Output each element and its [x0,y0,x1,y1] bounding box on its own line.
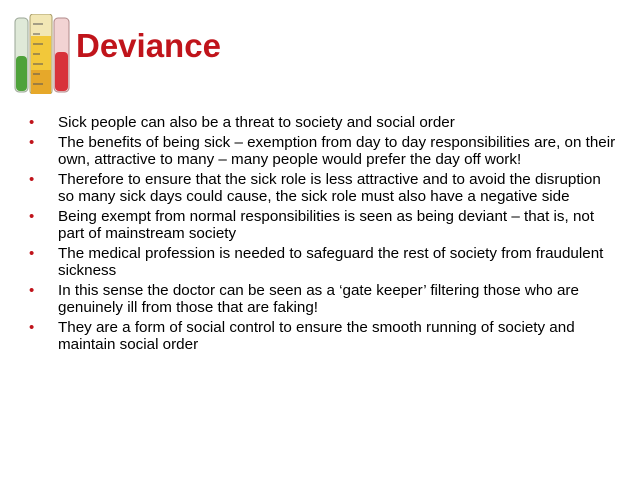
bullet-text: Sick people can also be a threat to society and social order [58,114,455,131]
bullet-text: Therefore to ensure that the sick role is less attractive and to avoid the disruption so many sick days could cause, the sick role must also have a negative side [58,171,601,205]
bullet-marker: • [29,282,35,299]
bullet-item [28,245,618,279]
bullet-list [28,114,618,356]
bullet-item [28,114,618,131]
bullet-item [28,208,618,242]
bullet-text: They are a form of social control to ensure the smooth running of society and maintain social order [58,319,575,353]
bullet-text: The medical profession is needed to safeguard the rest of society from fraudulent sickness [58,245,604,279]
bullet-marker: • [29,208,35,225]
bullet-marker: • [29,134,35,151]
bullet-text: In this sense the doctor can be seen as a ‘gate keeper’ filtering those who are genuinely ill from those that are faking! [58,282,579,316]
bullet-marker: • [29,245,35,262]
bullet-marker: • [29,114,35,131]
bullet-item [28,134,618,168]
bullet-item [28,282,618,316]
test-tubes-icon [13,14,71,94]
bullet-text: The benefits of being sick – exemption from day to day responsibilities are, on their own, attractive to many – many people would prefer the day off work! [58,134,616,168]
bullet-item [28,319,618,353]
bullet-text: Being exempt from normal responsibilities is seen as being deviant – that is, not part of mainstream society [58,208,595,242]
bullet-item [28,171,618,205]
slide-title: Deviance [76,27,221,64]
bullet-marker: • [29,171,35,188]
bullet-marker: • [29,319,35,336]
